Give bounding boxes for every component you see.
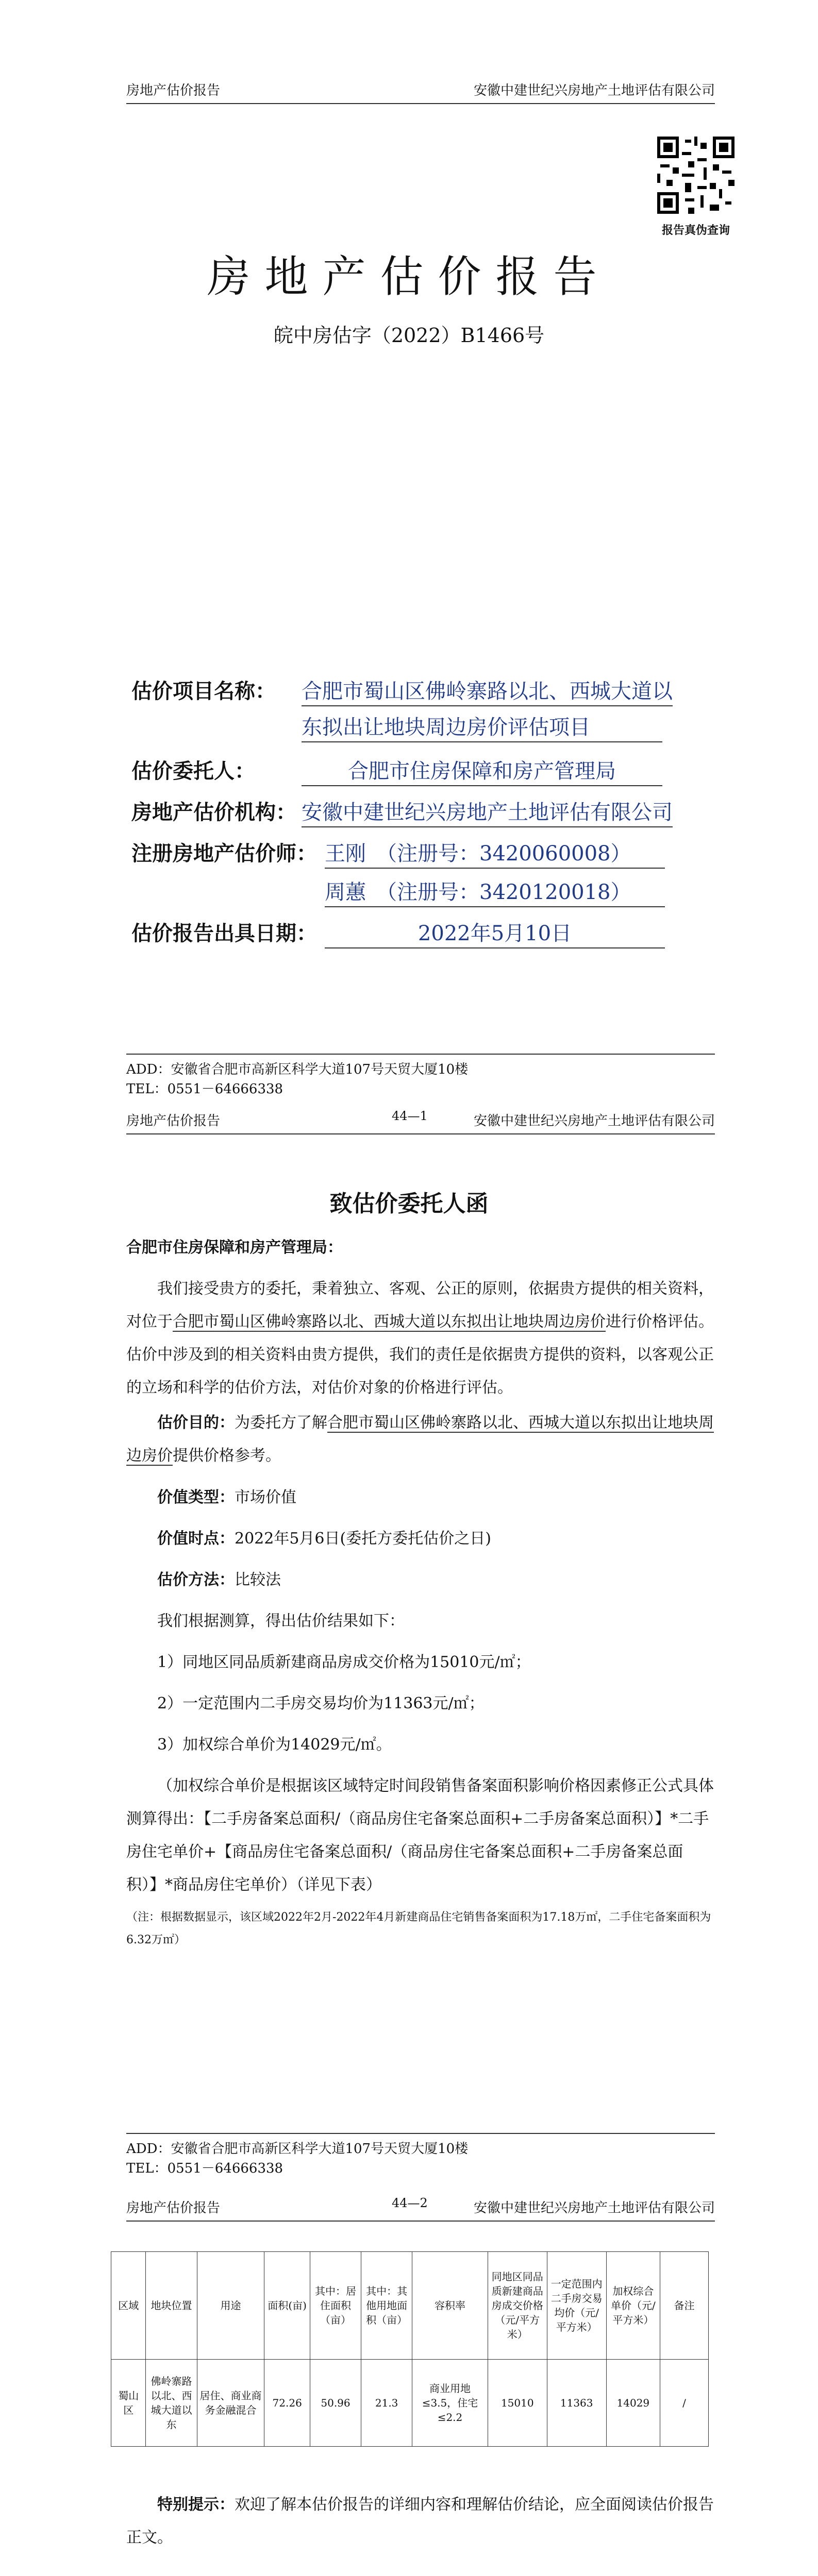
client-label: 估价委托人：: [131, 759, 255, 783]
cover-title: 房地产估价报告: [207, 251, 611, 302]
table-row: [111, 2360, 709, 2447]
page-footer: [126, 2133, 715, 2178]
formula-paragraph: （加权综合单价是根据该区域特定时间段销售备案面积影响价格因素修正公式具体测算得出：【二手房备案总面积/（商品房住宅备案总面积+二手房备案总面积）】*二手房住宅单价+【商品房住宅备案总面积/（商品房住宅备案总面积+二手房备案总面积）】*商品房住宅单价）（详见下表）: [126, 1777, 714, 1894]
col-other-area: 其中：其他用地面积（亩）: [361, 2252, 412, 2360]
valuation-table: [111, 2251, 709, 2447]
header-left: 房地产估价报告: [126, 1113, 221, 1129]
cell-secondhand-price: 11363: [547, 2360, 606, 2447]
cell-remark: /: [660, 2360, 709, 2447]
page-number: 44—2: [392, 2196, 428, 2210]
addressee: 合肥市住房保障和房产管理局：: [126, 1239, 343, 1257]
qr-label: 报告真伪查询: [661, 224, 730, 237]
page-header: [126, 82, 715, 104]
col-weighted-price: 加权综合单价（元/平方米）: [606, 2252, 660, 2360]
col-new-price: 同地区同品质新建商品房成交价格（元/平方米）: [488, 2252, 547, 2360]
report-number: 皖中房估字（2022）B1466号: [273, 324, 545, 347]
letter-title: 致估价委托人函: [329, 1191, 489, 1217]
footer-address: ADD：安徽省合肥市高新区科学大道107号天贸大厦10楼: [126, 1062, 469, 1077]
value-type: 价值类型：市场价值: [157, 1488, 296, 1506]
agency-value: 安徽中建世纪兴房地产土地评估有限公司: [302, 796, 673, 827]
col-region: 区域: [111, 2252, 146, 2360]
special-tip: 特别提示：欢迎了解本估价报告的详细内容和理解估价结论，应全面阅读估价报告正文。: [126, 2496, 714, 2547]
cell-weighted-price: 14029: [606, 2360, 660, 2447]
client-value: 合肥市住房保障和房产管理局: [302, 755, 662, 786]
appraiser-2: 周蕙 （注册号：3420120018）: [325, 876, 665, 907]
date-label: 估价报告出具日期：: [131, 921, 317, 945]
cell-location: 佛岭寨路以北、西城大道以东: [146, 2360, 197, 2447]
header-right: 安徽中建世纪兴房地产土地评估有限公司: [473, 1113, 715, 1129]
result-3: 3）加权综合单价为14029元/㎡。: [157, 1736, 392, 1754]
col-secondhand-price: 一定范围内二手房交易均价（元/平方米）: [547, 2252, 606, 2360]
col-far: 容积率: [412, 2252, 488, 2360]
header-right: 安徽中建世纪兴房地产土地评估有限公司: [473, 83, 715, 98]
appraiser-1: 王刚 （注册号：3420060008）: [325, 837, 665, 869]
header-right: 安徽中建世纪兴房地产土地评估有限公司: [473, 2200, 715, 2216]
table-header-row: [111, 2252, 709, 2360]
result-intro: 我们根据测算，得出估价结果如下：: [157, 1612, 405, 1630]
footer-tel: TEL：0551－64666338: [126, 1081, 283, 1097]
col-remark: 备注: [660, 2252, 709, 2360]
cell-use: 居住、商业商务金融混合: [197, 2360, 264, 2447]
footer-tel: TEL：0551－64666338: [126, 2161, 283, 2176]
project-value-2: 东拟出让地块周边房价评估项目: [302, 711, 662, 742]
data-note: （注：根据数据显示，该区域2022年2月-2022年4月新建商品住宅销售备案面积为17.18万㎡，二手住宅备案面积为6.32万㎡）: [126, 1911, 711, 1946]
date-value: 2022年5月10日: [325, 917, 665, 948]
col-location: 地块位置: [146, 2252, 197, 2360]
value-date: 价值时点：2022年5月6日(委托方委托估价之日): [157, 1530, 491, 1548]
agency-label: 房地产估价机构：: [131, 800, 296, 824]
cell-new-price: 15010: [488, 2360, 547, 2447]
col-area: 面积(亩): [264, 2252, 310, 2360]
cell-region: 蜀山区: [111, 2360, 146, 2447]
footer-address: ADD：安徽省合肥市高新区科学大道107号天贸大厦10楼: [126, 2141, 469, 2157]
qr-code-icon[interactable]: [657, 137, 734, 214]
project-label: 估价项目名称：: [131, 679, 276, 703]
letter-paragraph-1: 我们接受贵方的委托，秉着独立、客观、公正的原则，依据贵方提供的相关资料，对位于合肥市蜀山区佛岭寨路以北、西城大道以东拟出让地块周边房价进行价格评估。估价中涉及到的相关资料由贵方提供，我们的责任是依据贵方提供的资料，以客观公正的立场和科学的估价方法，对估价对象的价格进行评估。: [126, 1280, 714, 1397]
cell-far: 商业用地≤3.5，住宅≤2.2: [412, 2360, 488, 2447]
result-1: 1）同地区同品质新建商品房成交价格为15010元/㎡；: [157, 1653, 531, 1671]
header-left: 房地产估价报告: [126, 83, 221, 98]
project-value-1: 合肥市蜀山区佛岭寨路以北、西城大道以: [302, 675, 673, 706]
page-footer: [126, 1054, 715, 1099]
valuation-method: 估价方法：比较法: [157, 1571, 281, 1589]
purpose-paragraph: 估价目的：为委托方了解合肥市蜀山区佛岭寨路以北、西城大道以东拟出让地块周边房价提供价格参考。: [126, 1414, 714, 1465]
cell-area: 72.26: [264, 2360, 310, 2447]
col-use: 用途: [197, 2252, 264, 2360]
header-left: 房地产估价报告: [126, 2200, 221, 2216]
cell-residential-area: 50.96: [310, 2360, 361, 2447]
cell-other-area: 21.3: [361, 2360, 412, 2447]
appraiser-label: 注册房地产估价师：: [131, 841, 317, 866]
result-2: 2）一定范围内二手房交易均价为11363元/㎡；: [157, 1694, 485, 1713]
cover-page: [0, 0, 818, 1108]
page-number: 44—1: [392, 1109, 428, 1123]
col-residential-area: 其中：居住面积（亩）: [310, 2252, 361, 2360]
